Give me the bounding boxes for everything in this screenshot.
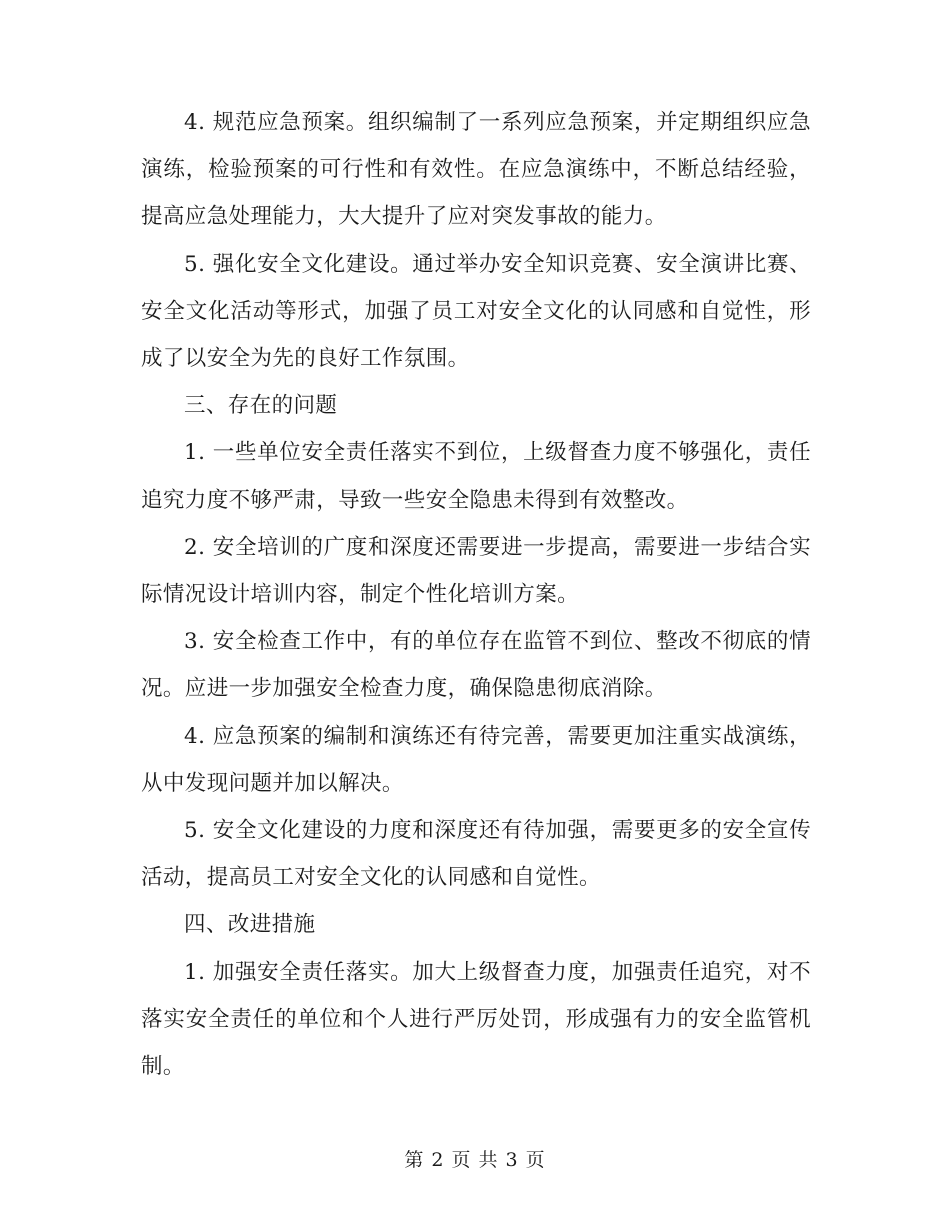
page-number-footer: 第 2 页 共 3 页 (404, 1149, 546, 1171)
problem-item-4: 4. 应急预案的编制和演练还有待完善，需要更加注重实战演练，从中发现问题并加以解决。 (141, 723, 811, 796)
problem-item-5: 5. 安全文化建设的力度和深度还有待加强，需要更多的安全宣传活动，提高员工对安全文化的认同感和自觉性。 (141, 818, 811, 891)
improvement-item-1: 1. 加强安全责任落实。加大上级督查力度，加强责任追究，对不落实安全责任的单位和个人进行严厉处罚，形成强有力的安全监管机制。 (141, 959, 811, 1080)
section-heading-improvements: 四、改进措施 (184, 912, 316, 938)
problem-item-3: 3. 安全检查工作中，有的单位存在监管不到位、整改不彻底的情况。应进一步加强安全检查力度，确保隐患彻底消除。 (141, 629, 811, 702)
section-heading-problems: 三、存在的问题 (184, 393, 338, 419)
paragraph-emergency-plan: 4. 规范应急预案。组织编制了一系列应急预案，并定期组织应急演练，检验预案的可行性和有效性。在应急演练中，不断总结经验，提高应急处理能力，大大提升了应对突发事故的能力。 (141, 110, 811, 230)
problem-item-2: 2. 安全培训的广度和深度还需要进一步提高，需要进一步结合实际情况设计培训内容，制定个性化培训方案。 (141, 534, 811, 608)
document-body (141, 99, 811, 1090)
paragraph-safety-culture: 5. 强化安全文化建设。通过举办安全知识竞赛、安全演讲比赛、安全文化活动等形式，加强了员工对安全文化的认同感和自觉性，形成了以安全为先的良好工作氛围。 (141, 251, 811, 372)
problem-item-1: 1. 一些单位安全责任落实不到位，上级督查力度不够强化，责任追究力度不够严肃，导致一些安全隐患未得到有效整改。 (141, 440, 811, 513)
